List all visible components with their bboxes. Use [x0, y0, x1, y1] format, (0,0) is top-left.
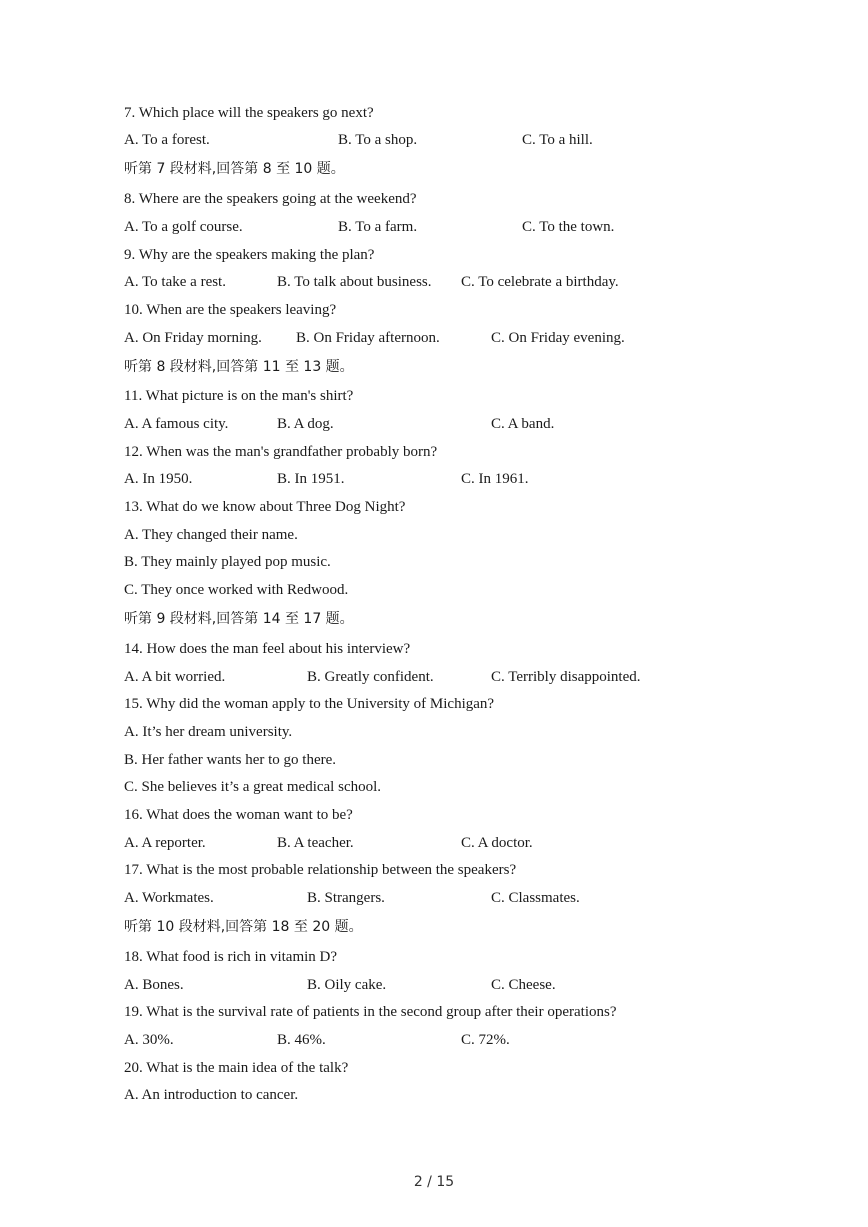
- answer-option: B. On Friday afternoon.: [296, 330, 440, 346]
- answer-option: C. A band.: [491, 416, 555, 432]
- answer-option: A. A famous city.: [124, 416, 229, 432]
- answer-option: A. A reporter.: [124, 835, 206, 851]
- question-text: 17. What is the most probable relationship between the speakers?: [124, 862, 517, 878]
- question-text: A. It’s her dream university.: [124, 724, 293, 740]
- answer-option: C. 72%.: [461, 1032, 510, 1048]
- answer-option: C. Classmates.: [491, 890, 580, 906]
- answer-option: B. Greatly confident.: [307, 669, 434, 685]
- answer-option: A. To a forest.: [124, 132, 210, 148]
- question-text: 7. Which place will the speakers go next?: [124, 105, 374, 121]
- answer-option: C. A doctor.: [461, 835, 533, 851]
- question-text: A. An introduction to cancer.: [124, 1087, 299, 1103]
- answer-option: B. Oily cake.: [307, 977, 387, 993]
- question-text: 9. Why are the speakers making the plan?: [124, 247, 375, 263]
- answer-option: C. On Friday evening.: [491, 330, 625, 346]
- answer-option: B. 46%.: [277, 1032, 326, 1048]
- section-instruction: 听第 10 段材料,回答第 18 至 20 题。: [124, 919, 363, 935]
- question-text: 16. What does the woman want to be?: [124, 807, 353, 823]
- question-text: 12. When was the man's grandfather probably born?: [124, 444, 438, 460]
- answer-option: B. A dog.: [277, 416, 334, 432]
- answer-option: A. On Friday morning.: [124, 330, 262, 346]
- answer-option: B. To talk about business.: [277, 274, 432, 290]
- question-text: 11. What picture is on the man's shirt?: [124, 388, 354, 404]
- section-instruction: 听第 7 段材料,回答第 8 至 10 题。: [124, 161, 345, 177]
- question-text: B. They mainly played pop music.: [124, 554, 331, 570]
- question-text: C. They once worked with Redwood.: [124, 582, 349, 598]
- section-instruction: 听第 8 段材料,回答第 11 至 13 题。: [124, 359, 354, 375]
- question-text: 15. Why did the woman apply to the University of Michigan?: [124, 696, 495, 712]
- answer-option: C. In 1961.: [461, 471, 529, 487]
- question-text: 19. What is the survival rate of patients in the second group after their operations?: [124, 1004, 617, 1020]
- question-text: B. Her father wants her to go there.: [124, 752, 337, 768]
- answer-option: C. To a hill.: [522, 132, 593, 148]
- question-text: C. She believes it’s a great medical school.: [124, 779, 382, 795]
- answer-option: B. In 1951.: [277, 471, 345, 487]
- answer-option: A. Workmates.: [124, 890, 214, 906]
- answer-option: A. Bones.: [124, 977, 184, 993]
- page-number: 2 / 15: [413, 1174, 455, 1190]
- answer-option: B. To a shop.: [338, 132, 418, 148]
- answer-option: B. Strangers.: [307, 890, 385, 906]
- answer-option: A. To take a rest.: [124, 274, 226, 290]
- question-text: 14. How does the man feel about his interview?: [124, 641, 411, 657]
- answer-option: B. A teacher.: [277, 835, 354, 851]
- answer-option: C. Cheese.: [491, 977, 556, 993]
- question-text: 10. When are the speakers leaving?: [124, 302, 337, 318]
- question-text: 8. Where are the speakers going at the weekend?: [124, 191, 417, 207]
- question-text: 13. What do we know about Three Dog Night?: [124, 499, 406, 515]
- question-text: 18. What food is rich in vitamin D?: [124, 949, 338, 965]
- answer-option: C. To celebrate a birthday.: [461, 274, 619, 290]
- answer-option: C. Terribly disappointed.: [491, 669, 641, 685]
- question-text: 20. What is the main idea of the talk?: [124, 1060, 349, 1076]
- answer-option: C. To the town.: [522, 219, 615, 235]
- question-text: A. They changed their name.: [124, 527, 298, 543]
- section-instruction: 听第 9 段材料,回答第 14 至 17 题。: [124, 611, 354, 627]
- answer-option: A. In 1950.: [124, 471, 193, 487]
- answer-option: B. To a farm.: [338, 219, 418, 235]
- answer-option: A. To a golf course.: [124, 219, 243, 235]
- answer-option: A. 30%.: [124, 1032, 174, 1048]
- answer-option: A. A bit worried.: [124, 669, 226, 685]
